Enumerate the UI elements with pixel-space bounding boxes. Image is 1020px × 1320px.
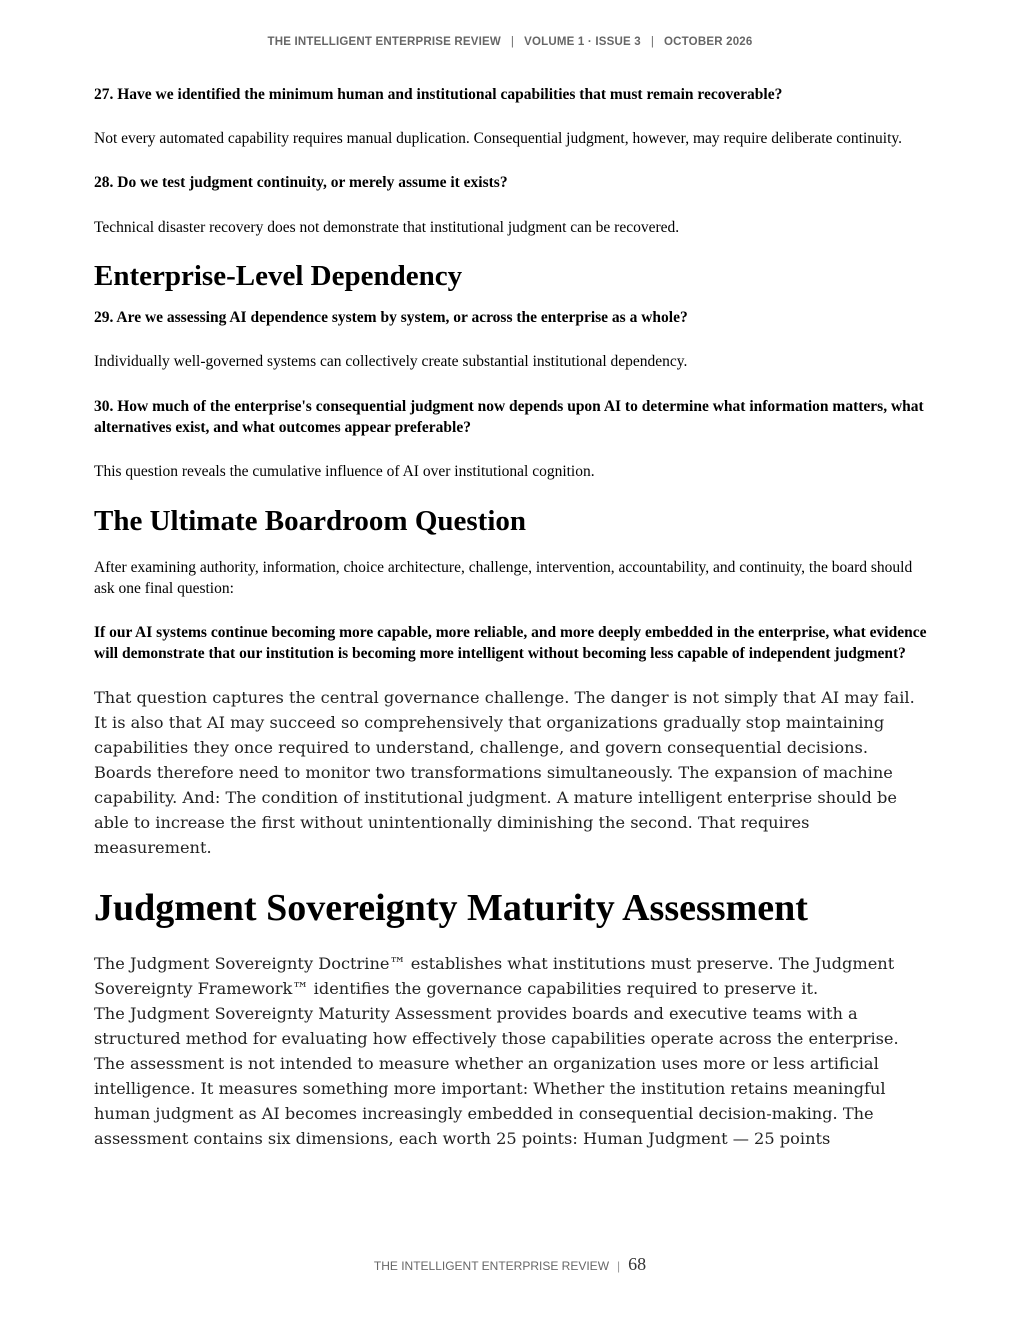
header-date: OCTOBER 2026 — [664, 36, 753, 48]
question-27: 27. Have we identified the minimum human and institutional capabilities that must remain recoverable? — [94, 86, 783, 103]
question-29: 29. Are we assessing AI dependence system by system, or across the enterprise as a whole? — [94, 309, 688, 326]
question-30: 30. How much of the enterprise's consequential judgment now depends upon AI to determine what information matters, what alternatives exist, and what outcomes appear preferable? — [94, 398, 924, 436]
section-heading-assessment: Judgment Sovereignty Maturity Assessment — [94, 887, 808, 929]
ultimate-body: That question captures the central governance challenge. The danger is not simply that AI may fail. It is also that AI may succeed so comprehensively that organizations gradually stop maintaining capabilities they once required to understand, challenge, and govern consequential decisions. Boards therefore need to monitor two transformations simultaneously. The expansion of machine capability. And: The condition of institutional judgment. A mature intelligent enterprise should be able to increase the first without unintentionally diminishing the second. That requires measurement. — [94, 688, 915, 857]
answer-27: Not every automated capability requires manual duplication. Consequential judgment, however, may require deliberate continuity. — [94, 130, 902, 147]
assessment-paragraph-2: The Judgment Sovereignty Maturity Assessment provides boards and executive teams with a structured method for evaluating how effectively those capabilities operate across the enterprise. The assessment is not intended to measure whether an organization uses more or less artificial intelligence. It measures something more important: Whether the institution retains meaningful human judgment as AI becomes increasingly embedded in consequential decision-making. The assessment contains six dimensions, each worth 25 points: Human Judgment — 25 points — [94, 1004, 899, 1148]
question-28: 28. Do we test judgment continuity, or merely assume it exists? — [94, 174, 508, 191]
answer-29: Individually well-governed systems can collectively create substantial institutional dependency. — [94, 353, 688, 370]
page-number: 68 — [628, 1254, 647, 1274]
ultimate-question: If our AI systems continue becoming more capable, more reliable, and more deeply embedded in the enterprise, what evidence will demonstrate that our institution is becoming more intelligent without becoming less capable of independent judgment? — [94, 624, 927, 662]
ultimate-intro: After examining authority, information, choice architecture, challenge, intervention, accountability, and continuity, the board should ask one final question: — [94, 559, 913, 597]
running-footer — [0, 1254, 1020, 1275]
running-header — [0, 36, 1020, 48]
answer-28: Technical disaster recovery does not demonstrate that institutional judgment can be recovered. — [94, 219, 680, 236]
article-content — [94, 84, 930, 1151]
section-heading-enterprise: Enterprise-Level Dependency — [94, 260, 463, 292]
header-publication: THE INTELLIGENT ENTERPRISE REVIEW — [267, 36, 501, 48]
header-separator: | — [510, 36, 515, 48]
footer-separator: | — [617, 1259, 621, 1273]
answer-30: This question reveals the cumulative influence of AI over institutional cognition. — [94, 463, 595, 480]
assessment-paragraph-1: The Judgment Sovereignty Doctrine™ establishes what institutions must preserve. The Judgment Sovereignty Framework™ identifies the governance capabilities required to preserve it. — [94, 954, 895, 998]
header-volume: VOLUME 1 · ISSUE 3 — [524, 36, 641, 48]
header-separator: | — [650, 36, 655, 48]
section-heading-ultimate: The Ultimate Boardroom Question — [94, 505, 527, 537]
footer-publication: THE INTELLIGENT ENTERPRISE REVIEW — [373, 1259, 610, 1273]
